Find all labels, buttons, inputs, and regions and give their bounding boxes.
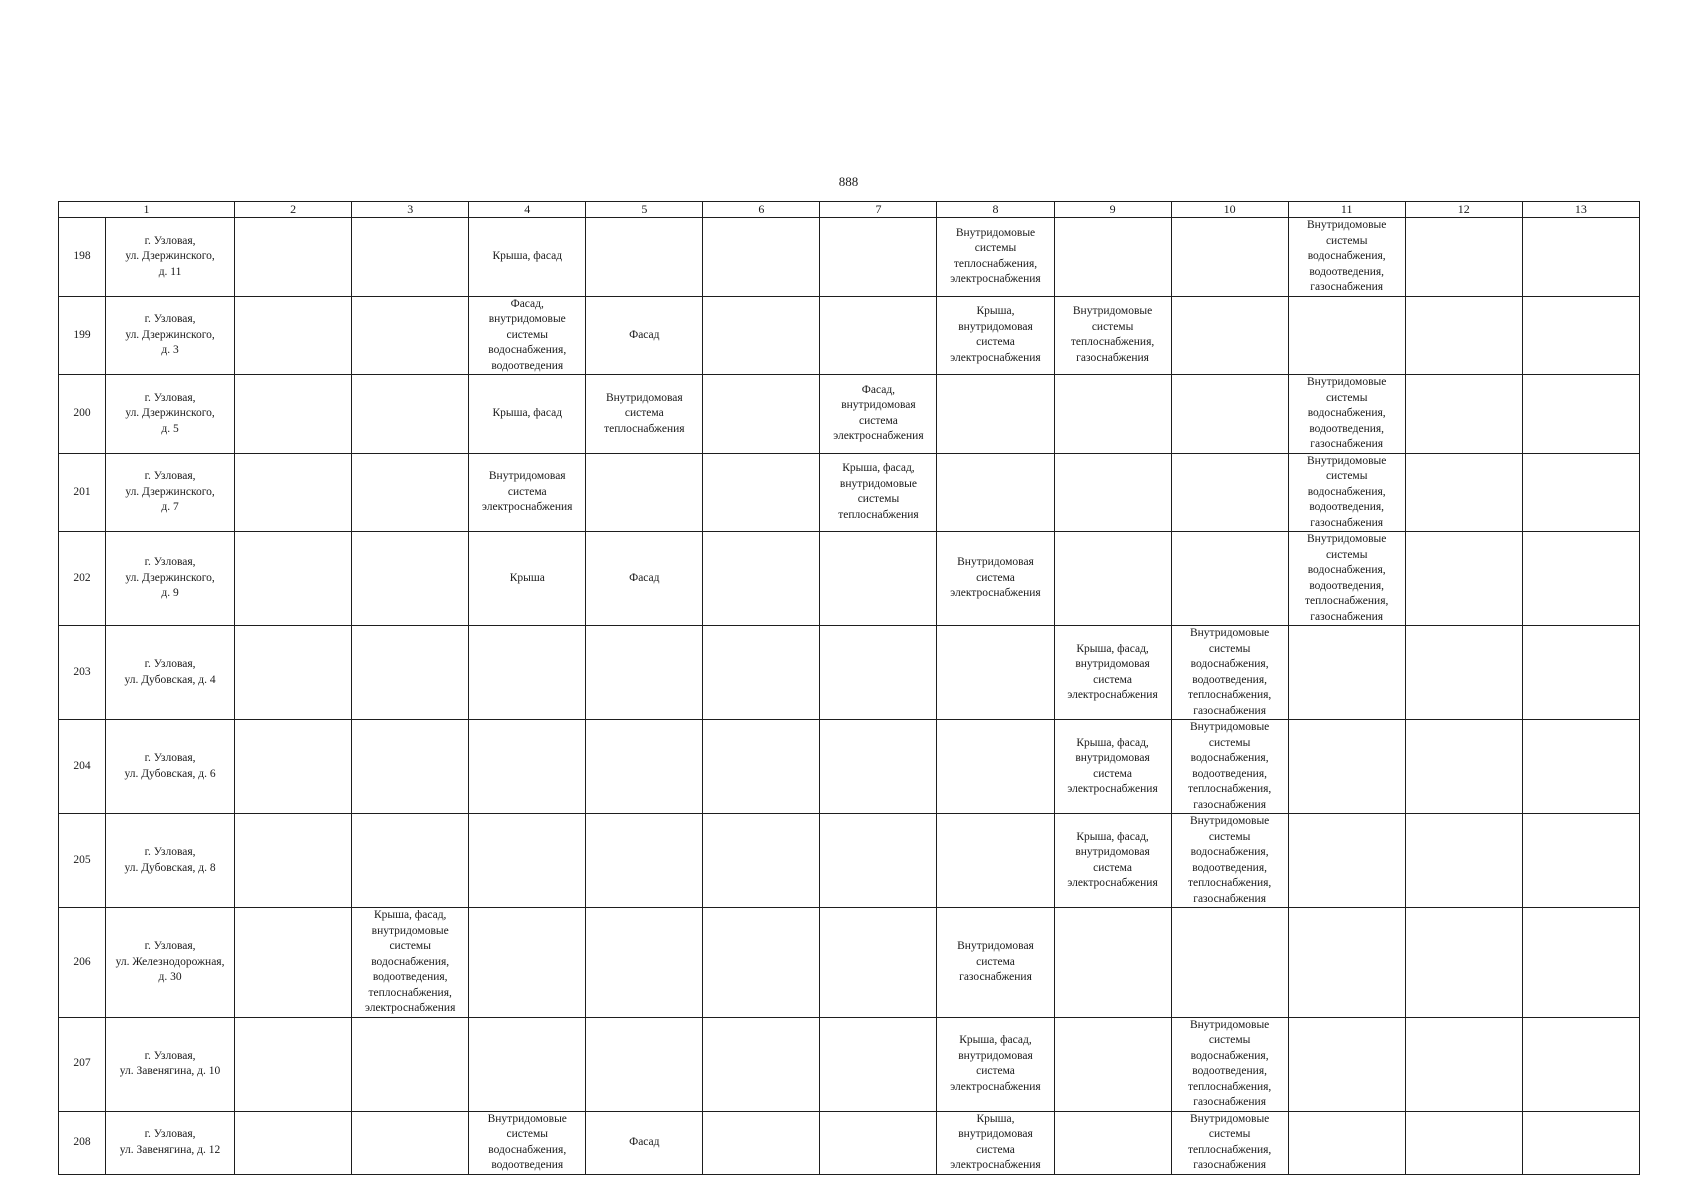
work-cell-c6 [703, 814, 820, 908]
row-number: 198 [59, 218, 106, 297]
table-row [59, 453, 1640, 532]
work-cell-c5: Фасад [586, 1111, 703, 1174]
work-cell-c8 [937, 814, 1054, 908]
work-cell-c8: Внутридомовая система газоснабжения [937, 908, 1054, 1018]
work-cell-c12 [1405, 908, 1522, 1018]
column-header: 10 [1171, 202, 1288, 218]
work-cell-c10 [1171, 375, 1288, 454]
address-cell: г. Узловая, ул. Железнодорожная, д. 30 [106, 908, 235, 1018]
work-cell-c13 [1522, 453, 1639, 532]
work-cell-c11 [1288, 720, 1405, 814]
work-cell-c5 [586, 814, 703, 908]
work-cell-c6 [703, 626, 820, 720]
work-cell-c4 [469, 814, 586, 908]
row-number: 201 [59, 453, 106, 532]
work-cell-c11: Внутридомовые системы водоснабжения, водоотведения, газоснабжения [1288, 218, 1405, 297]
column-header: 12 [1405, 202, 1522, 218]
work-cell-c10: Внутридомовые системы водоснабжения, водоотведения, теплоснабжения, газоснабжения [1171, 1017, 1288, 1111]
work-cell-c3 [352, 814, 469, 908]
row-number: 202 [59, 532, 106, 626]
work-cell-c4: Крыша, фасад [469, 375, 586, 454]
work-cell-c3 [352, 218, 469, 297]
column-header: 2 [235, 202, 352, 218]
work-cell-c4: Крыша [469, 532, 586, 626]
work-cell-c10 [1171, 908, 1288, 1018]
work-cell-c7: Крыша, фасад, внутридомовые системы теплоснабжения [820, 453, 937, 532]
address-cell: г. Узловая, ул. Дубовская, д. 8 [106, 814, 235, 908]
work-cell-c3 [352, 532, 469, 626]
work-cell-c2 [235, 720, 352, 814]
work-cell-c9: Крыша, фасад, внутридомовая система электроснабжения [1054, 814, 1171, 908]
column-header: 6 [703, 202, 820, 218]
work-cell-c13 [1522, 1017, 1639, 1111]
work-cell-c6 [703, 375, 820, 454]
row-number: 205 [59, 814, 106, 908]
work-cell-c2 [235, 453, 352, 532]
work-cell-c5: Внутридомовая система теплоснабжения [586, 375, 703, 454]
work-cell-c10 [1171, 532, 1288, 626]
work-cell-c5: Фасад [586, 296, 703, 375]
row-number: 208 [59, 1111, 106, 1174]
table-row [59, 375, 1640, 454]
work-cell-c4: Фасад, внутридомовые системы водоснабжения, водоотведения [469, 296, 586, 375]
work-cell-c13 [1522, 375, 1639, 454]
work-cell-c9 [1054, 532, 1171, 626]
work-cell-c12 [1405, 720, 1522, 814]
work-cell-c2 [235, 375, 352, 454]
work-cell-c9 [1054, 218, 1171, 297]
work-cell-c9 [1054, 375, 1171, 454]
row-number: 206 [59, 908, 106, 1018]
work-cell-c10: Внутридомовые системы водоснабжения, водоотведения, теплоснабжения, газоснабжения [1171, 720, 1288, 814]
work-cell-c3 [352, 1111, 469, 1174]
work-cell-c9 [1054, 908, 1171, 1018]
address-cell: г. Узловая, ул. Дзержинского, д. 5 [106, 375, 235, 454]
work-cell-c11: Внутридомовые системы водоснабжения, водоотведения, газоснабжения [1288, 375, 1405, 454]
work-cell-c7 [820, 908, 937, 1018]
work-cell-c7 [820, 1017, 937, 1111]
work-cell-c13 [1522, 532, 1639, 626]
work-cell-c2 [235, 218, 352, 297]
work-cell-c11 [1288, 296, 1405, 375]
table-row [59, 626, 1640, 720]
work-cell-c11 [1288, 908, 1405, 1018]
work-cell-c2 [235, 296, 352, 375]
table-row [59, 218, 1640, 297]
work-cell-c12 [1405, 296, 1522, 375]
work-cell-c6 [703, 296, 820, 375]
row-number: 204 [59, 720, 106, 814]
work-cell-c11 [1288, 814, 1405, 908]
work-cell-c8 [937, 375, 1054, 454]
work-cell-c11 [1288, 1017, 1405, 1111]
row-number: 200 [59, 375, 106, 454]
work-cell-c9 [1054, 1111, 1171, 1174]
work-cell-c8 [937, 453, 1054, 532]
work-cell-c3 [352, 453, 469, 532]
column-header: 13 [1522, 202, 1639, 218]
table-row [59, 814, 1640, 908]
work-cell-c8: Внутридомовая система электроснабжения [937, 532, 1054, 626]
column-header: 8 [937, 202, 1054, 218]
work-cell-c3 [352, 720, 469, 814]
address-cell: г. Узловая, ул. Дзержинского, д. 3 [106, 296, 235, 375]
work-cell-c3 [352, 626, 469, 720]
work-cell-c8: Внутридомовые системы теплоснабжения, электроснабжения [937, 218, 1054, 297]
work-cell-c2 [235, 1111, 352, 1174]
work-cell-c7 [820, 218, 937, 297]
work-cell-c12 [1405, 814, 1522, 908]
work-cell-c13 [1522, 626, 1639, 720]
work-cell-c11: Внутридомовые системы водоснабжения, водоотведения, теплоснабжения, газоснабжения [1288, 532, 1405, 626]
work-cell-c2 [235, 908, 352, 1018]
work-cell-c8: Крыша, внутридомовая система электроснабжения [937, 296, 1054, 375]
work-cell-c9: Крыша, фасад, внутридомовая система электроснабжения [1054, 626, 1171, 720]
work-cell-c2 [235, 814, 352, 908]
table-row [59, 1111, 1640, 1174]
work-cell-c7 [820, 296, 937, 375]
work-cell-c6 [703, 720, 820, 814]
work-cell-c11 [1288, 626, 1405, 720]
work-cell-c2 [235, 1017, 352, 1111]
work-cell-c13 [1522, 218, 1639, 297]
work-cell-c10: Внутридомовые системы водоснабжения, водоотведения, теплоснабжения, газоснабжения [1171, 626, 1288, 720]
work-cell-c6 [703, 453, 820, 532]
page-number: 888 [838, 174, 859, 189]
column-header: 1 [59, 202, 235, 218]
work-cell-c6 [703, 1017, 820, 1111]
work-cell-c8: Крыша, внутридомовая система электроснабжения [937, 1111, 1054, 1174]
work-cell-c7 [820, 1111, 937, 1174]
work-cell-c12 [1405, 1017, 1522, 1111]
column-header: 5 [586, 202, 703, 218]
work-cell-c6 [703, 218, 820, 297]
work-cell-c4 [469, 720, 586, 814]
address-cell: г. Узловая, ул. Дубовская, д. 4 [106, 626, 235, 720]
work-cell-c4 [469, 908, 586, 1018]
work-cell-c12 [1405, 375, 1522, 454]
work-cell-c10 [1171, 296, 1288, 375]
work-cell-c10: Внутридомовые системы водоснабжения, водоотведения, теплоснабжения, газоснабжения [1171, 814, 1288, 908]
work-cell-c10 [1171, 453, 1288, 532]
work-cell-c6 [703, 908, 820, 1018]
row-number: 207 [59, 1017, 106, 1111]
work-cell-c12 [1405, 1111, 1522, 1174]
work-cell-c7 [820, 532, 937, 626]
work-cell-c4 [469, 626, 586, 720]
work-cell-c8: Крыша, фасад, внутридомовая система электроснабжения [937, 1017, 1054, 1111]
table-row [59, 908, 1640, 1018]
column-header: 11 [1288, 202, 1405, 218]
address-cell: г. Узловая, ул. Дзержинского, д. 7 [106, 453, 235, 532]
work-cell-c5 [586, 453, 703, 532]
table-row [59, 532, 1640, 626]
work-cell-c13 [1522, 1111, 1639, 1174]
work-cell-c12 [1405, 626, 1522, 720]
work-cell-c5 [586, 218, 703, 297]
column-header-row [59, 202, 1640, 218]
repair-schedule-table [58, 201, 1640, 1175]
table-row [59, 1017, 1640, 1111]
work-cell-c4: Внутридомовые системы водоснабжения, водоотведения [469, 1111, 586, 1174]
work-cell-c5 [586, 908, 703, 1018]
address-cell: г. Узловая, ул. Дубовская, д. 6 [106, 720, 235, 814]
work-cell-c7 [820, 626, 937, 720]
work-cell-c11: Внутридомовые системы водоснабжения, водоотведения, газоснабжения [1288, 453, 1405, 532]
work-cell-c3 [352, 375, 469, 454]
work-cell-c13 [1522, 814, 1639, 908]
work-cell-c5 [586, 1017, 703, 1111]
work-cell-c6 [703, 532, 820, 626]
work-cell-c9 [1054, 453, 1171, 532]
work-cell-c5 [586, 626, 703, 720]
work-cell-c10 [1171, 218, 1288, 297]
work-cell-c6 [703, 1111, 820, 1174]
column-header: 4 [469, 202, 586, 218]
table-row [59, 720, 1640, 814]
table-row [59, 296, 1640, 375]
column-header: 3 [352, 202, 469, 218]
work-cell-c7 [820, 720, 937, 814]
work-cell-c4: Крыша, фасад [469, 218, 586, 297]
work-cell-c8 [937, 720, 1054, 814]
work-cell-c10: Внутридомовые системы теплоснабжения, газоснабжения [1171, 1111, 1288, 1174]
work-cell-c12 [1405, 453, 1522, 532]
work-cell-c2 [235, 532, 352, 626]
work-cell-c4: Внутридомовая система электроснабжения [469, 453, 586, 532]
work-cell-c8 [937, 626, 1054, 720]
address-cell: г. Узловая, ул. Дзержинского, д. 9 [106, 532, 235, 626]
work-cell-c13 [1522, 720, 1639, 814]
address-cell: г. Узловая, ул. Завенягина, д. 10 [106, 1017, 235, 1111]
work-cell-c9: Внутридомовые системы теплоснабжения, газоснабжения [1054, 296, 1171, 375]
work-cell-c7 [820, 814, 937, 908]
work-cell-c7: Фасад, внутридомовая система электроснабжения [820, 375, 937, 454]
row-number: 199 [59, 296, 106, 375]
column-header: 7 [820, 202, 937, 218]
work-cell-c5: Фасад [586, 532, 703, 626]
work-cell-c11 [1288, 1111, 1405, 1174]
address-cell: г. Узловая, ул. Завенягина, д. 12 [106, 1111, 235, 1174]
work-cell-c3: Крыша, фасад, внутридомовые системы водоснабжения, водоотведения, теплоснабжения, электроснабжения [352, 908, 469, 1018]
work-cell-c13 [1522, 908, 1639, 1018]
column-header: 9 [1054, 202, 1171, 218]
work-cell-c5 [586, 720, 703, 814]
work-cell-c13 [1522, 296, 1639, 375]
work-cell-c2 [235, 626, 352, 720]
work-cell-c9 [1054, 1017, 1171, 1111]
work-cell-c3 [352, 296, 469, 375]
work-cell-c4 [469, 1017, 586, 1111]
work-cell-c12 [1405, 218, 1522, 297]
work-cell-c9: Крыша, фасад, внутридомовая система электроснабжения [1054, 720, 1171, 814]
row-number: 203 [59, 626, 106, 720]
address-cell: г. Узловая, ул. Дзержинского, д. 11 [106, 218, 235, 297]
work-cell-c12 [1405, 532, 1522, 626]
work-cell-c3 [352, 1017, 469, 1111]
